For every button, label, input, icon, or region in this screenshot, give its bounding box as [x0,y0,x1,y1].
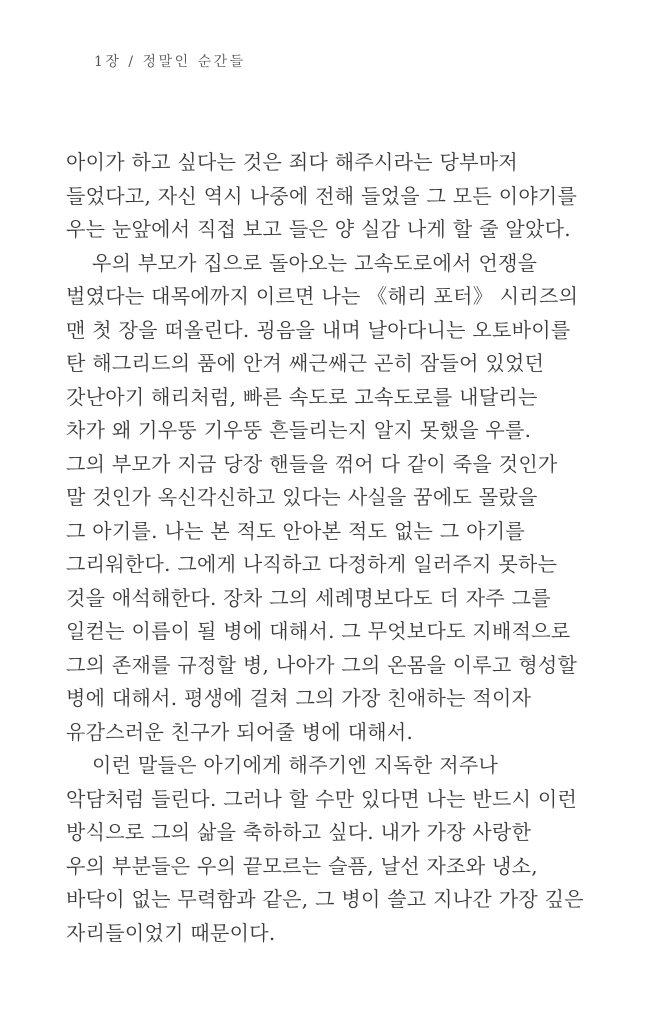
text-line: 그의 존재를 규정할 병, 나아가 그의 온몸을 이루고 형성할 [66,652,578,677]
text-line: 우는 눈앞에서 직접 보고 들은 양 실감 나게 할 줄 알았다. [66,217,571,241]
text-line: 우의 부분들은 우의 끝모르는 슬픔, 날선 자조와 냉소, [66,853,538,878]
text-line: 갓난아기 해리처럼, 빠른 속도로 고속도로를 내달리는 [66,384,538,409]
text-line: 악담처럼 들린다. 그러나 할 수만 있다면 나는 반드시 이런 [66,786,578,811]
text-line: 그 아기를. 나는 본 적도 안아본 적도 없는 그 아기를 [66,518,525,543]
text-line: 방식으로 그의 삶을 축하하고 싶다. 내가 가장 사랑한 [66,820,532,844]
text-line: 아이가 하고 싶다는 것은 죄다 해주시라는 당부마저 [66,150,518,174]
text-line: 그의 부모가 지금 당장 핸들을 꺾어 다 같이 죽을 것인가 [66,451,558,476]
body-text-block [66,146,606,950]
text-line: 자리들이었기 때문이다. [66,920,276,945]
text-line: 맨 첫 장을 떠올린다. 굉음을 내며 날아다니는 오토바이를 [66,317,571,342]
text-line: 들었다고, 자신 역시 나중에 전해 들었을 그 모든 이야기를 [66,183,578,208]
chapter-header: 1장 / 정말인 순간들 [94,54,246,70]
text-line: 그리워한다. 그에게 나직하고 다정하게 일러주지 못하는 [66,552,558,576]
text-line: 일컫는 이름이 될 병에 대해서. 그 무엇보다도 지배적으로 [66,619,571,643]
text-line: 탄 해그리드의 품에 안겨 쌔근쌔근 곤히 잠들어 있었던 [66,351,545,375]
text-line: 벌였다는 대목에까지 이르면 나는 《해리 포터》 시리즈의 [66,284,579,308]
text-line: 말 것인가 옥신각신하고 있다는 사실을 꿈에도 몰랐을 [66,485,538,509]
text-line: 우의 부모가 집으로 돌아오는 고속도로에서 언쟁을 [92,250,538,275]
text-line: 유감스러운 친구가 되어줄 병에 대해서. [66,719,414,744]
text-line: 병에 대해서. 평생에 걸쳐 그의 가장 친애하는 적이자 [66,686,532,710]
text-line: 이런 말들은 아기에게 해주기엔 지독한 저주나 [92,753,499,777]
text-line: 차가 왜 기우뚱 기우뚱 흔들리는지 알지 못했을 우를. [66,418,532,442]
text-line: 것을 애석해한다. 장차 그의 세례명보다도 더 자주 그를 [66,585,551,610]
text-line: 바닥이 없는 무력함과 같은, 그 병이 쓸고 지나간 가장 깊은 [66,887,584,911]
